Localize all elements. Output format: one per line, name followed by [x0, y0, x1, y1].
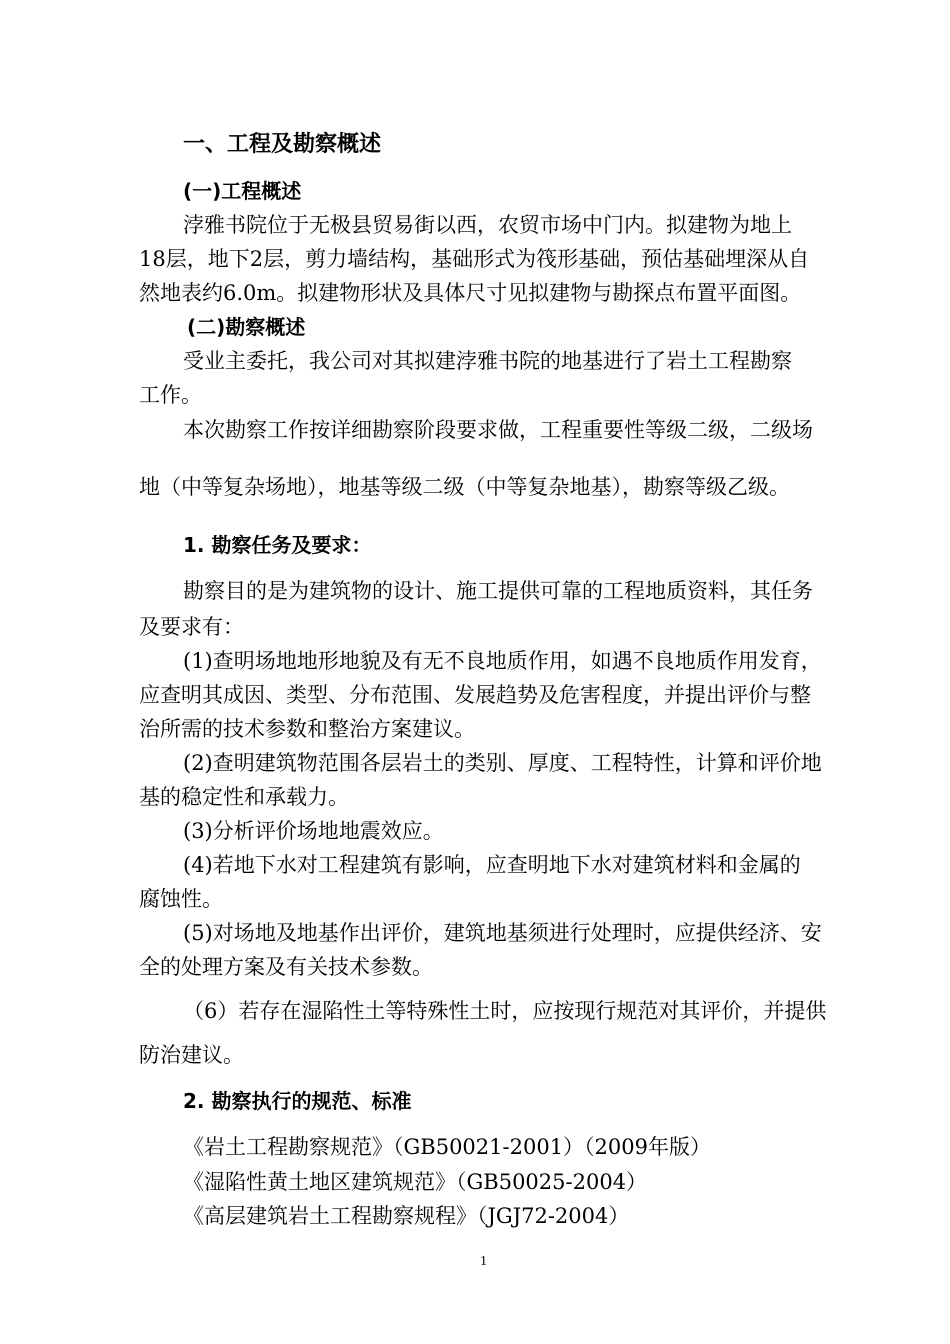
paragraph-line: 全的处理方案及有关技术参数。: [139, 955, 433, 979]
paragraph-line: 18层，地下2层，剪力墙结构，基础形式为筏形基础，预估基础埋深从自: [139, 247, 810, 271]
paragraph-line: 工作。: [139, 383, 202, 407]
list-item: （6）若存在湿陷性土等特殊性土时，应按现行规范对其评价，并提供: [183, 999, 827, 1023]
list-item: (3)分析评价场地地震效应。: [183, 819, 444, 843]
paragraph-line: 基的稳定性和承载力。: [139, 785, 349, 809]
standard-item: 《高层建筑岩土工程勘察规程》（JGJ72-2004）: [183, 1204, 630, 1228]
paragraph-line: 防治建议。: [139, 1043, 244, 1067]
standard-item: 《岩土工程勘察规范》（GB50021-2001）（2009年版）: [183, 1135, 711, 1159]
paragraph-line: 地（中等复杂场地），地基等级二级（中等复杂地基），勘察等级乙级。: [139, 475, 790, 499]
section-title-standards: 2. 勘察执行的规范、标准: [183, 1089, 412, 1113]
paragraph-line: 受业主委托，我公司对其拟建浡雅书院的地基进行了岩土工程勘察: [183, 349, 792, 373]
page-number: 1: [480, 1254, 487, 1269]
paragraph-line: 浡雅书院位于无极县贸易街以西，农贸市场中门内。拟建物为地上: [183, 213, 792, 237]
paragraph-line: 腐蚀性。: [139, 887, 223, 911]
list-item: (2)查明建筑物范围各层岩土的类别、厚度、工程特性，计算和评价地: [183, 751, 822, 775]
section-title-project-overview: (一)工程概述: [183, 179, 302, 203]
list-item: (5)对场地及地基作出评价，建筑地基须进行处理时，应提供经济、安: [183, 921, 822, 945]
paragraph-line: 然地表约6.0m。拟建物形状及具体尺寸见拟建物与勘探点布置平面图。: [139, 281, 802, 305]
paragraph-line: 应查明其成因、类型、分布范围、发展趋势及危害程度，并提出评价与整: [139, 683, 811, 707]
paragraph-line: 本次勘察工作按详细勘察阶段要求做，工程重要性等级二级，二级场: [183, 418, 813, 442]
document-heading: 一、工程及勘察概述: [183, 132, 382, 157]
paragraph-line: 及要求有：: [139, 615, 244, 639]
section-title-tasks: 1. 勘察任务及要求：: [183, 533, 372, 557]
paragraph-line: 勘察目的是为建筑物的设计、施工提供可靠的工程地质资料，其任务: [183, 579, 813, 603]
standard-item: 《湿陷性黄土地区建筑规范》（GB50025-2004）: [183, 1170, 648, 1194]
list-item: (1)查明场地地形地貌及有无不良地质作用，如遇不良地质作用发育，: [183, 649, 822, 673]
paragraph-line: 治所需的技术参数和整治方案建议。: [139, 717, 475, 741]
section-title-survey-overview: (二)勘察概述: [187, 315, 306, 339]
list-item: (4)若地下水对工程建筑有影响，应查明地下水对建筑材料和金属的: [183, 853, 801, 877]
